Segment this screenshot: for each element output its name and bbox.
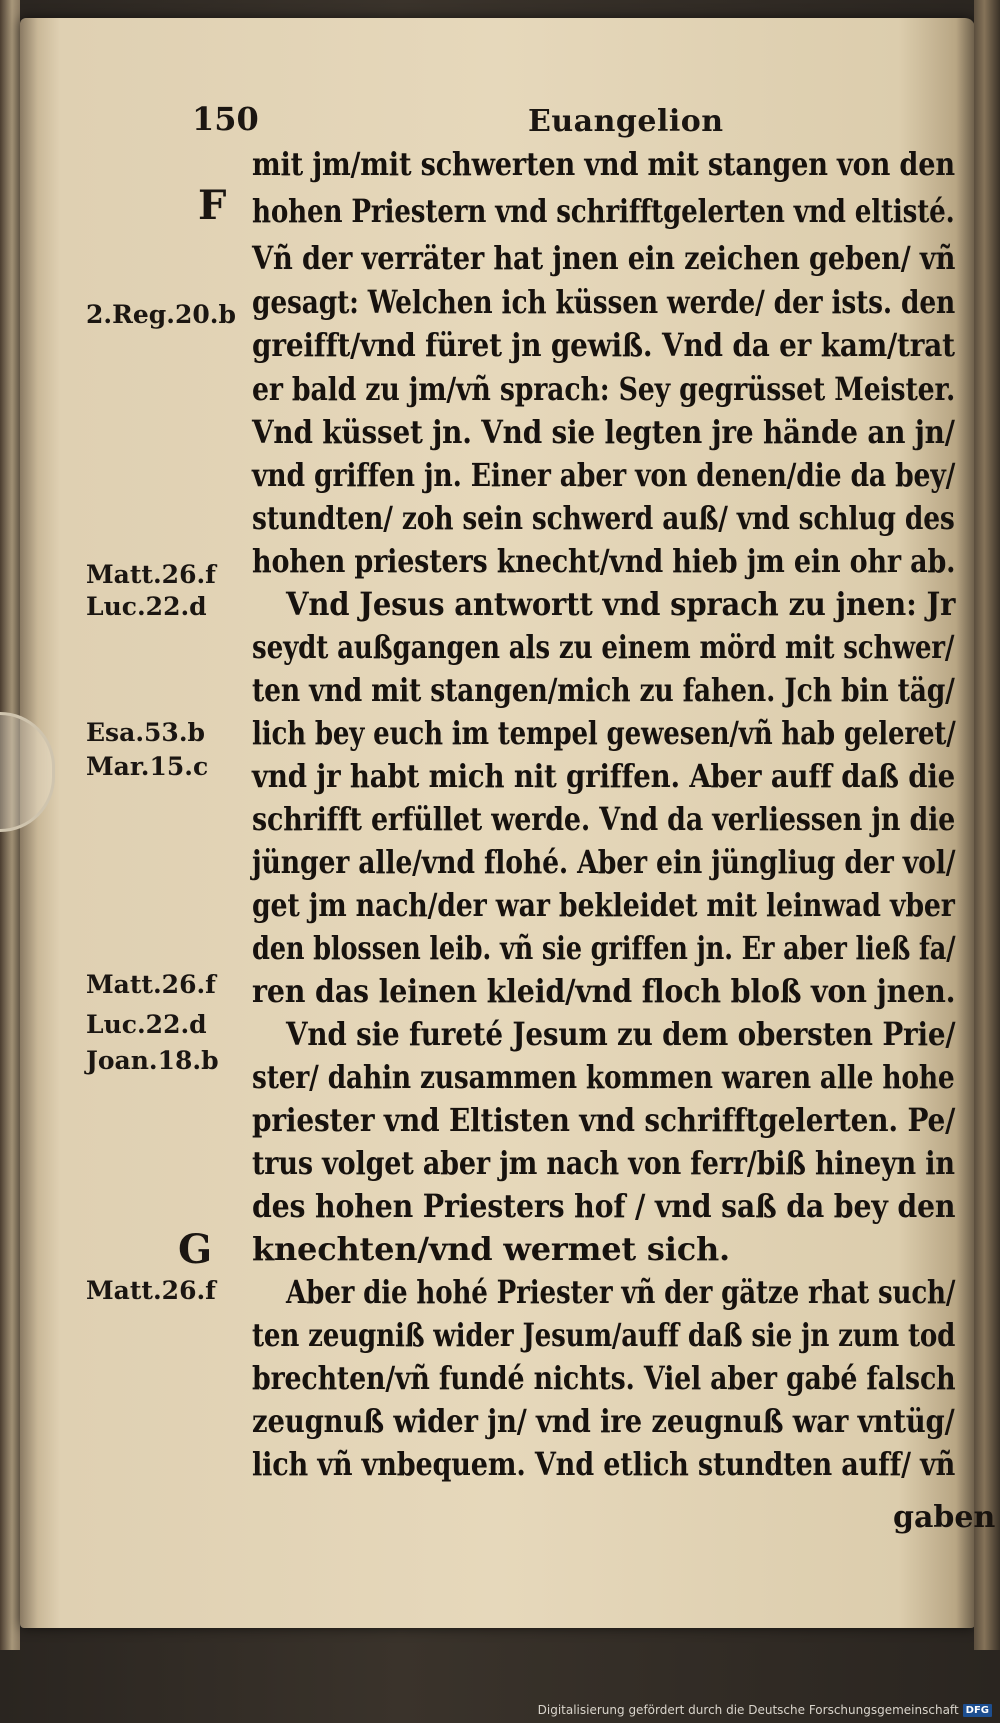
text-line: ten zeugniß wider Jesum/auff daß sie jn zum tod [252, 1316, 956, 1354]
text-line: lich vñ vnbequem. Vnd etlich stundten auff/ vñ [252, 1445, 956, 1483]
text-line: Aber die hohé Priester vñ der gätze rhat such/ [286, 1273, 956, 1311]
text-line: mit jm/mit schwerten vnd mit stangen von den [252, 145, 955, 183]
text-line: vnd jr habt mich nit griffen. Aber auff daß die [252, 757, 956, 795]
text-line: gesagt: Welchen ich küssen werde/ der ists. den [252, 283, 956, 321]
text-line: vnd griffen jn. Einer aber von denen/die da bey/ [252, 456, 956, 494]
text-line: des hohen Priesters hof / vnd saß da bey den [252, 1187, 956, 1225]
text-line: Vñ der verräter hat jnen ein zeichen geben/ vñ [252, 239, 956, 277]
text-line: priester vnd Eltisten vnd schrifftgelerten. Pe/ [252, 1101, 956, 1139]
dfg-logo: DFG [963, 1704, 992, 1717]
margin-note: 2.Reg.20.b [86, 300, 236, 329]
text-line: lich bey euch im tempel gewesen/vñ hab geleret/ [252, 714, 956, 752]
text-line: Vnd küsset jn. Vnd sie legten jre hände an jn/ [252, 413, 955, 451]
text-line: Vnd sie fureté Jesum zu dem obersten Prie/ [286, 1015, 956, 1053]
text-line: jünger alle/vnd flohé. Aber ein jüngliug der vol/ [252, 843, 956, 881]
text-line: seydt außgangen als zu einem mörd mit schwer/ [252, 628, 955, 666]
section-letter-g: G [178, 1226, 213, 1273]
digitization-credit [538, 1703, 992, 1717]
book-fore-edge [974, 0, 1000, 1650]
text-line: greifft/vnd füret jn gewiß. Vnd da er kam/trat [252, 326, 955, 364]
text-line: ten vnd mit stangen/mich zu fahen. Jch bin täg/ [252, 671, 955, 709]
text-line: ster/ dahin zusammen kommen waren alle hohe [252, 1058, 955, 1096]
page-number: 150 [192, 100, 259, 138]
text-line: hohen Priestern vnd schrifftgelerten vnd eltisté. [252, 192, 955, 230]
section-letter-f: F [198, 182, 227, 229]
text-line: stundten/ zoh sein schwerd auß/ vnd schlug des [252, 499, 955, 537]
margin-note: Matt.26.f [86, 560, 216, 589]
text-line: brechten/vñ fundé nichts. Viel aber gabé falsch [252, 1359, 956, 1397]
margin-note: Luc.22.d [86, 592, 207, 621]
catchword: gaben [893, 1500, 996, 1535]
text-line: den blossen leib. vñ sie griffen jn. Er aber ließ fa/ [252, 929, 956, 967]
credit-text: Digitalisierung gefördert durch die Deutsche Forschungsgemeinschaft [537, 1703, 959, 1717]
margin-note: Luc.22.d [86, 1010, 207, 1039]
text-line: ren das leinen kleid/vnd floch bloß von jnen. [252, 972, 956, 1010]
margin-note: Esa.53.b [86, 718, 206, 747]
margin-note: Joan.18.b [86, 1046, 219, 1075]
text-line: zeugnuß wider jn/ vnd ire zeugnuß war vntüg/ [252, 1402, 955, 1440]
text-line: get jm nach/der war bekleidet mit leinwad vber [252, 886, 955, 924]
running-title: Euangelion [528, 104, 724, 139]
text-line: hohen priesters knecht/vnd hieb jm ein ohr ab. [252, 542, 956, 580]
text-line: schrifft erfüllet werde. Vnd da verliessen jn die [252, 800, 956, 838]
text-line: er bald zu jm/vñ sprach: Sey gegrüsset Meister. [252, 370, 956, 408]
text-line: knechten/vnd wermet sich. [252, 1230, 730, 1268]
text-line: Vnd Jesus antwortt vnd sprach zu jnen: Jr [286, 585, 956, 623]
margin-note: Matt.26.f [86, 970, 216, 999]
margin-note: Matt.26.f [86, 1276, 216, 1305]
margin-note: Mar.15.c [86, 752, 209, 781]
text-line: trus volget aber jm nach von ferr/biß hineyn in [252, 1144, 955, 1182]
